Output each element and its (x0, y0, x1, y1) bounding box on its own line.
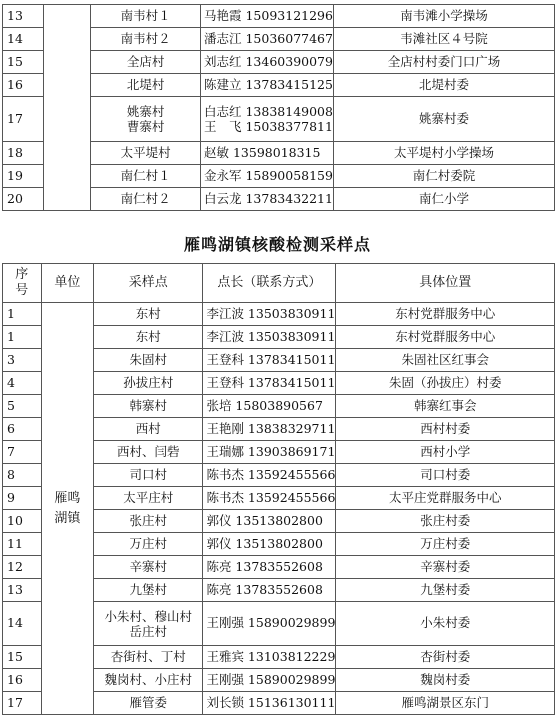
site-leader-contact: 王瑞娜 13903869171 (203, 441, 336, 464)
site-leader-contact: 陈建立 13783415125 (201, 74, 334, 97)
sampling-site: 朱固村 (94, 349, 203, 372)
site-location: 朱固（孙拔庄）村委 (336, 372, 555, 395)
site-location: 万庄村委 (336, 533, 555, 556)
site-location: 朱固社区红事会 (336, 349, 555, 372)
site-location: 韦滩社区４号院 (333, 28, 554, 51)
site-leader-contact: 王登科 13783415011 (203, 372, 336, 395)
site-location: 雁鸣湖景区东门 (336, 692, 555, 715)
sampling-site: 姚寨村 曹寨村 (91, 97, 201, 142)
site-leader-contact: 陈书杰 13592455566 (203, 487, 336, 510)
row-number: 10 (3, 510, 42, 533)
sampling-site: 韩寨村 (94, 395, 203, 418)
site-location: 小朱村委 (336, 602, 555, 646)
site-leader-contact: 金永军 15890058159 (201, 165, 334, 188)
row-number: 15 (3, 646, 42, 669)
site-location: 太平堤村小学操场 (333, 142, 554, 165)
header-location: 具体位置 (336, 264, 555, 303)
site-location: 太平庄党群服务中心 (336, 487, 555, 510)
site-leader-contact: 王刚强 15890029899 (203, 669, 336, 692)
site-location: 南仁小学 (333, 188, 554, 211)
row-number: 9 (3, 487, 42, 510)
row-number: 3 (3, 349, 42, 372)
yanminghu-sampling-table (2, 263, 555, 715)
row-number: 5 (3, 395, 42, 418)
site-leader-contact: 陈书杰 13592455566 (203, 464, 336, 487)
sampling-site: 司口村 (94, 464, 203, 487)
sampling-site: 南仁村２ (91, 188, 201, 211)
site-leader-contact: 潘志江 15036077467 (201, 28, 334, 51)
site-leader-contact: 王登科 13783415011 (203, 349, 336, 372)
sampling-site: 雁管委 (94, 692, 203, 715)
site-location: 南仁村委院 (333, 165, 554, 188)
site-leader-contact: 李江波 13503830911 (203, 303, 336, 326)
site-location: 张庄村委 (336, 510, 555, 533)
row-number: 1 (3, 303, 42, 326)
row-number: 16 (3, 669, 42, 692)
row-number: 16 (3, 74, 44, 97)
row-number: 4 (3, 372, 42, 395)
sampling-site: 西村、闫砦 (94, 441, 203, 464)
sampling-site: 杏街村、丁村 (94, 646, 203, 669)
sampling-site: 万庄村 (94, 533, 203, 556)
row-number: 12 (3, 556, 42, 579)
site-leader-contact: 王艳刚 13838329711 (203, 418, 336, 441)
row-number: 14 (3, 602, 42, 646)
site-leader-contact: 陈亮 13783552608 (203, 556, 336, 579)
site-leader-contact: 白云龙 13783432211 (201, 188, 334, 211)
sampling-site: 辛寨村 (94, 556, 203, 579)
site-leader-contact: 白志红 13838149008 王 飞 15038377811 (201, 97, 334, 142)
sampling-site: 张庄村 (94, 510, 203, 533)
site-location: 全店村村委门口广场 (333, 51, 554, 74)
header-leader: 点长（联系方式） (203, 264, 336, 303)
village-sampling-table-part1 (2, 4, 555, 211)
table-row (3, 303, 555, 326)
site-location: 九堡村委 (336, 579, 555, 602)
row-number: 13 (3, 579, 42, 602)
site-location: 辛寨村委 (336, 556, 555, 579)
site-leader-contact: 刘长锁 15136130111 (203, 692, 336, 715)
site-leader-contact: 王雅宾 13103812229 (203, 646, 336, 669)
site-leader-contact: 刘志红 13460390079 (201, 51, 334, 74)
unit-name: 雁鸣湖镇 (54, 491, 81, 526)
unit-cell (43, 5, 90, 211)
sampling-site: 北堤村 (91, 74, 201, 97)
site-leader-contact: 陈亮 13783552608 (203, 579, 336, 602)
sampling-site: 南韦村１ (91, 5, 201, 28)
site-location: 杏街村委 (336, 646, 555, 669)
row-number: 20 (3, 188, 44, 211)
sampling-site: 太平庄村 (94, 487, 203, 510)
row-number: 17 (3, 692, 42, 715)
sampling-site: 太平堤村 (91, 142, 201, 165)
site-location: 东村党群服务中心 (336, 303, 555, 326)
site-location: 北堤村委 (333, 74, 554, 97)
row-number: 19 (3, 165, 44, 188)
row-number: 15 (3, 51, 44, 74)
row-number: 11 (3, 533, 42, 556)
section-title: 雁鸣湖镇核酸检测采样点 (183, 235, 371, 254)
sampling-site: 孙拔庄村 (94, 372, 203, 395)
header-unit: 单位 (41, 264, 94, 303)
row-number: 1 (3, 326, 42, 349)
sampling-site: 九堡村 (94, 579, 203, 602)
site-leader-contact: 张培 15803890567 (203, 395, 336, 418)
sampling-site: 全店村 (91, 51, 201, 74)
site-location: 西村小学 (336, 441, 555, 464)
row-number: 17 (3, 97, 44, 142)
row-number: 18 (3, 142, 44, 165)
header-number: 序 号 (3, 264, 42, 303)
site-location: 南韦滩小学操场 (333, 5, 554, 28)
sampling-site: 南仁村１ (91, 165, 201, 188)
row-number: 6 (3, 418, 42, 441)
site-leader-contact: 郭仪 13513802800 (203, 533, 336, 556)
sampling-site: 魏岗村、小庄村 (94, 669, 203, 692)
sampling-site: 西村 (94, 418, 203, 441)
sampling-site: 东村 (94, 303, 203, 326)
sampling-site: 东村 (94, 326, 203, 349)
site-leader-contact: 郭仪 13513802800 (203, 510, 336, 533)
row-number: 7 (3, 441, 42, 464)
site-location: 韩寨红事会 (336, 395, 555, 418)
site-leader-contact: 李江波 13503830911 (203, 326, 336, 349)
table-row (3, 5, 555, 28)
site-location: 魏岗村委 (336, 669, 555, 692)
row-number: 13 (3, 5, 44, 28)
site-leader-contact: 马艳霞 15093121296 (201, 5, 334, 28)
site-location: 姚寨村委 (333, 97, 554, 142)
sampling-site: 南韦村２ (91, 28, 201, 51)
site-location: 西村村委 (336, 418, 555, 441)
site-location: 司口村委 (336, 464, 555, 487)
header-site: 采样点 (94, 264, 203, 303)
row-number: 14 (3, 28, 44, 51)
table-header-row (3, 264, 555, 303)
site-leader-contact: 王刚强 15890029899 (203, 602, 336, 646)
site-leader-contact: 赵敏 13598018315 (201, 142, 334, 165)
row-number: 8 (3, 464, 42, 487)
sampling-site: 小朱村、穆山村 岳庄村 (94, 602, 203, 646)
unit-cell (41, 303, 94, 715)
site-location: 东村党群服务中心 (336, 326, 555, 349)
